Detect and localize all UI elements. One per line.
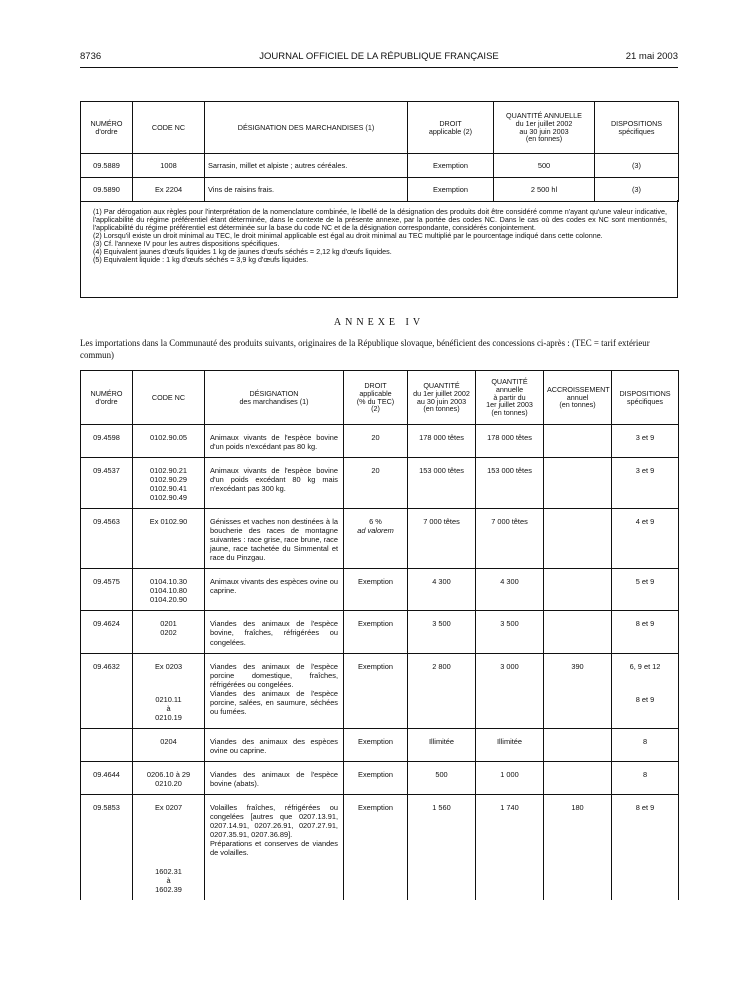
journal-title: JOURNAL OFFICIEL DE LA RÉPUBLIQUE FRANÇAISE [259, 51, 499, 62]
table-row [81, 761, 679, 794]
cell-designation: Viandes des animaux de l'espèce bovine (abats). [205, 761, 344, 794]
cell-numero: 09.4624 [81, 611, 133, 653]
cell-designation: Viandes des animaux des espèces ovine ou caprine. [205, 728, 344, 761]
cell-accroissement [544, 761, 612, 794]
cell-numero: 09.4537 [81, 458, 133, 509]
cell-designation: Animaux vivants de l'espèce bovine d'un poids excédant 80 kg mais n'excédant pas 300 kg. [205, 458, 344, 509]
cell-dispositions: 8 et 9 [612, 794, 679, 900]
cereals-wine-table [80, 101, 679, 202]
annex-concessions-table [80, 370, 679, 900]
cell-code-nc: 0102.90.05 [133, 425, 205, 458]
header-droit: DROIT applicable (2) [408, 102, 494, 154]
cell-quantite-2002: 153 000 têtes [408, 458, 476, 509]
cell-accroissement [544, 611, 612, 653]
footnote: (3) Cf. l'annexe IV pour les autres dispositions spécifiques. [93, 239, 280, 249]
cell-droit: Exemption [344, 728, 408, 761]
table-row [81, 178, 679, 202]
cell-accroissement [544, 569, 612, 611]
cell-dispositions: (3) [595, 154, 679, 178]
cell-droit: Exemption [408, 178, 494, 202]
publication-date: 21 mai 2003 [625, 51, 678, 62]
cell-code-nc: 0201 0202 [133, 611, 205, 653]
cell-designation: Viandes des animaux de l'espèce bovine, fraîches, réfrigérées ou congelées. [205, 611, 344, 653]
table-row [81, 653, 679, 728]
cell-code-nc: Ex 2204 [133, 178, 205, 202]
footnote: (4) Equivalent jaunes d'œufs liquides 1 kg de jaunes d'œufs séchés = 2,12 kg d'œufs liquides. [93, 247, 392, 257]
cell-droit: Exemption [344, 569, 408, 611]
cell-numero: 09.4563 [81, 509, 133, 569]
footnote: (2) Lorsqu'il existe un droit minimal au TEC, le droit minimal applicable est égal au droit minimal au TEC multiplié par le pourcentage indiqué dans cette colonne. [93, 231, 603, 241]
cell-numero: 09.5890 [81, 178, 133, 202]
cell-quantite-2003: 1 740 [476, 794, 544, 900]
cell-dispositions: 3 et 9 [612, 425, 679, 458]
cell-numero: 09.4575 [81, 569, 133, 611]
header-droit: DROIT applicable (% du TEC) (2) [344, 371, 408, 425]
cell-droit: Exemption [344, 653, 408, 728]
cell-quantite: 2 500 hl [494, 178, 595, 202]
cell-accroissement [544, 458, 612, 509]
cell-quantite-2003: 3 000 [476, 653, 544, 728]
cell-quantite-2003: 178 000 têtes [476, 425, 544, 458]
cell-designation: Sarrasin, millet et alpiste ; autres céréales. [205, 154, 408, 178]
cell-dispositions: 5 et 9 [612, 569, 679, 611]
cell-dispositions: 6, 9 et 12 8 et 9 [612, 653, 679, 728]
cell-quantite-2002: Illimitée [408, 728, 476, 761]
cell-quantite-2003: 7 000 têtes [476, 509, 544, 569]
header-dispositions: DISPOSITIONS spécifiques [595, 102, 679, 154]
table-row [81, 458, 679, 509]
table-row [81, 569, 679, 611]
cell-code-nc: Ex 0102.90 [133, 509, 205, 569]
cell-accroissement [544, 509, 612, 569]
table-row [81, 509, 679, 569]
cell-quantite-2003: 1 000 [476, 761, 544, 794]
cell-dispositions: 4 et 9 [612, 509, 679, 569]
cell-quantite-2003: 4 300 [476, 569, 544, 611]
cell-quantite-2002: 3 500 [408, 611, 476, 653]
cell-quantite-2002: 1 560 [408, 794, 476, 900]
cell-accroissement: 180 [544, 794, 612, 900]
annex-intro: Les importations dans la Communauté des produits suivants, originaires de la République slovaque, bénéficient des concessions ci-après : (TEC = tarif extérieur commun) [80, 338, 650, 361]
header-code-nc: CODE NC [133, 371, 205, 425]
cell-droit: 6 % ad valorem [344, 509, 408, 569]
header-designation: DÉSIGNATION DES MARCHANDISES (1) [205, 102, 408, 154]
cell-code-nc: 0204 [133, 728, 205, 761]
footnote: (1) Par dérogation aux règles pour l'interprétation de la nomenclature combinée, le libellé de la désignation des produits doit être considéré comme n'ayant qu'une valeur indicative, l'applicabilité du régime préférentiel étant déterminée, dans le contexte de la présente annexe, par la portée des codes NC. Dans le cas où des codes ex NC sont mentionnés, l'applicabilité du régime préférentiel est déterminée sur la base du code NC et de la désignation correspondante, considérés conjointement. [93, 207, 667, 233]
header-dispositions: DISPOSITIONS spécifiques [612, 371, 679, 425]
header-quantite: QUANTITÉ ANNUELLE du 1er juillet 2002 au 30 juin 2003 (en tonnes) [494, 102, 595, 154]
header-quantite-2003: QUANTITÉ annuelle à partir du 1er juillet 2003 (en tonnes) [476, 371, 544, 425]
cell-droit: 20 [344, 458, 408, 509]
cell-quantite-2003: 153 000 têtes [476, 458, 544, 509]
cell-quantite-2002: 178 000 têtes [408, 425, 476, 458]
header-numero: NUMÉRO d'ordre [81, 371, 133, 425]
annex-title: ANNEXE IV [333, 317, 425, 328]
footnotes-box [80, 200, 678, 298]
cell-numero: 09.4644 [81, 761, 133, 794]
header-quantite-2002: QUANTITÉ du 1er juillet 2002 au 30 juin 2003 (en tonnes) [408, 371, 476, 425]
table-row [81, 611, 679, 653]
cell-quantite-2002: 7 000 têtes [408, 509, 476, 569]
cell-code-nc: 1008 [133, 154, 205, 178]
cell-code-nc: Ex 0203 0210.11 à 0210.19 [133, 653, 205, 728]
header-code-nc: CODE NC [133, 102, 205, 154]
cell-code-nc: 0206.10 à 29 0210.20 [133, 761, 205, 794]
table-row [81, 728, 679, 761]
cell-quantite-2002: 4 300 [408, 569, 476, 611]
table-header-row [81, 102, 679, 154]
table-row [81, 794, 679, 900]
cell-droit: Exemption [344, 611, 408, 653]
cell-code-nc: 0102.90.21 0102.90.29 0102.90.41 0102.90.49 [133, 458, 205, 509]
cell-accroissement [544, 728, 612, 761]
cell-code-nc: 0104.10.30 0104.10.80 0104.20.90 [133, 569, 205, 611]
cell-numero: 09.5853 [81, 794, 133, 900]
cell-designation: Vins de raisins frais. [205, 178, 408, 202]
cell-quantite-2003: 3 500 [476, 611, 544, 653]
page-number: 8736 [80, 51, 102, 62]
cell-quantite: 500 [494, 154, 595, 178]
table-row [81, 154, 679, 178]
cell-dispositions: 3 et 9 [612, 458, 679, 509]
cell-numero [81, 728, 133, 761]
cell-numero: 09.5889 [81, 154, 133, 178]
cell-dispositions: 8 et 9 [612, 611, 679, 653]
header-accroissement: ACCROISSEMENT annuel (en tonnes) [544, 371, 612, 425]
cell-numero: 09.4632 [81, 653, 133, 728]
header-rule [80, 67, 678, 68]
cell-accroissement: 390 [544, 653, 612, 728]
cell-designation: Volailles fraîches, réfrigérées ou congelées [autres que 0207.13.91, 0207.14.91, 0207.26.91, 0207.27.91, 0207.35.91, 0207.36.89]. Préparations et conserves de viandes de volailles. [205, 794, 344, 900]
footnote: (5) Equivalent liquide : 1 kg d'œufs séchés = 3,9 kg d'œufs liquides. [93, 255, 309, 265]
table-header-row [81, 371, 679, 425]
cell-quantite-2003: Illimitée [476, 728, 544, 761]
cell-droit: Exemption [408, 154, 494, 178]
header-designation: DÉSIGNATION des marchandises (1) [205, 371, 344, 425]
cell-droit: Exemption [344, 794, 408, 900]
cell-designation: Animaux vivants de l'espèce bovine d'un poids n'excédant pas 80 kg. [205, 425, 344, 458]
cell-designation: Animaux vivants des espèces ovine ou caprine. [205, 569, 344, 611]
cell-designation: Génisses et vaches non destinées à la boucherie des races de montagne suivantes : race grise, race brune, race jaune, race tachetée du Simmental et race du Pinzgau. [205, 509, 344, 569]
cell-quantite-2002: 500 [408, 761, 476, 794]
cell-dispositions: (3) [595, 178, 679, 202]
cell-droit: 20 [344, 425, 408, 458]
cell-accroissement [544, 425, 612, 458]
cell-designation: Viandes des animaux de l'espèce porcine domestique, fraîches, réfrigérées ou congelées. Viandes des animaux de l'espèce porcine, salées, en saumure, séchées ou fumées. [205, 653, 344, 728]
cell-droit: Exemption [344, 761, 408, 794]
table-row [81, 425, 679, 458]
cell-quantite-2002: 2 800 [408, 653, 476, 728]
page-header [80, 51, 678, 65]
cell-dispositions: 8 [612, 761, 679, 794]
cell-numero: 09.4598 [81, 425, 133, 458]
cell-code-nc: Ex 0207 1602.31 à 1602.39 [133, 794, 205, 900]
header-numero: NUMÉRO d'ordre [81, 102, 133, 154]
cell-dispositions: 8 [612, 728, 679, 761]
